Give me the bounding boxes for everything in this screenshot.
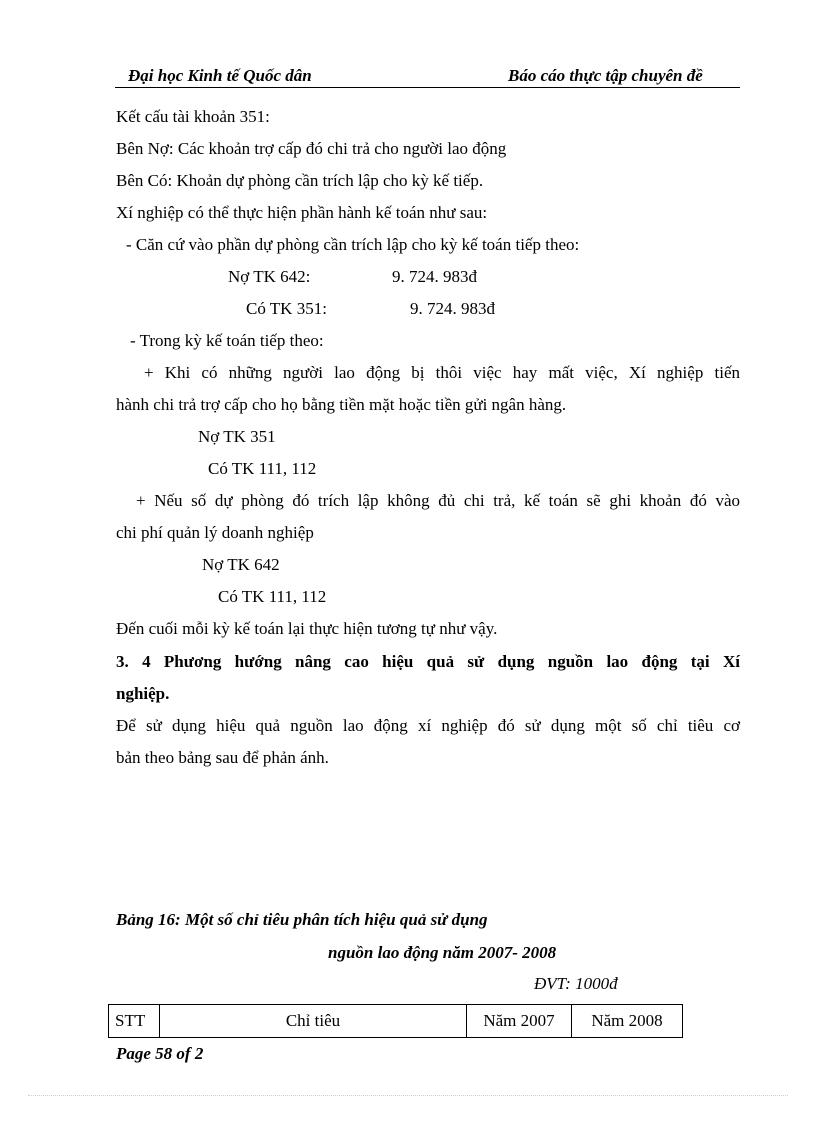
paragraph-severance-line2: hành chi trả trợ cấp cho họ bằng tiền mặt hoặc tiền gửi ngân hàng. — [116, 395, 567, 414]
col-year-2008: Năm 2008 — [572, 1005, 683, 1038]
entry3-credit: Có TK 111, 112 — [218, 587, 327, 606]
section-heading-line1: 3. 4 Phương hướng nâng cao hiệu quả sử dụng nguồn lao động tại Xí — [116, 652, 740, 671]
entry1-credit-label: Có TK 351: — [246, 299, 327, 318]
entry2-credit: Có TK 111, 112 — [208, 459, 317, 478]
col-stt: STT — [109, 1005, 160, 1038]
paragraph-indicators-line1: Để sử dụng hiệu quả nguồn lao động xí nghiệp đó sử dụng một số chỉ tiêu cơ — [116, 716, 740, 735]
paragraph-indicators-line2: bản theo bảng sau để phản ánh. — [116, 748, 329, 767]
table-caption-line1: Bảng 16: Một số chỉ tiêu phân tích hiệu quả sử dụng — [116, 910, 488, 929]
entry2-debit: Nợ TK 351 — [198, 427, 276, 446]
table-caption-line2: nguồn lao động năm 2007- 2008 — [328, 943, 557, 962]
debit-side-text: Bên Nợ: Các khoản trợ cấp đó chi trả cho người lao động — [116, 139, 507, 158]
page-bottom-divider — [28, 1095, 788, 1096]
bullet-provision-text: - Căn cứ vào phần dự phòng cần trích lập cho kỳ kế toán tiếp theo: — [126, 235, 580, 254]
enterprise-accounting-text: Xí nghiệp có thể thực hiện phần hành kế toán như sau: — [116, 203, 488, 222]
section-heading-line2: nghiệp. — [116, 684, 170, 703]
table-unit: ĐVT: 1000đ — [534, 974, 618, 993]
paragraph-insufficient-line1: + Nếu số dự phòng đó trích lập không đủ chi trả, kế toán sẽ ghi khoản đó vào — [136, 491, 740, 510]
col-indicator: Chỉ tiêu — [160, 1005, 467, 1038]
entry1-credit-amount: 9. 724. 983đ — [410, 299, 495, 318]
account-structure-heading: Kết cấu tài khoản 351: — [116, 107, 270, 126]
header-report-title: Báo cáo thực tập chuyên đề — [508, 66, 703, 85]
period-end-text: Đến cuối mỗi kỳ kế toán lại thực hiện tương tự như vậy. — [116, 619, 498, 638]
table-header-row — [109, 1005, 683, 1038]
header-university: Đại học Kinh tế Quốc dân — [128, 66, 312, 85]
entry1-debit-amount: 9. 724. 983đ — [392, 267, 477, 286]
bullet-next-period: - Trong kỳ kế toán tiếp theo: — [130, 331, 324, 350]
page-number: Page 58 of 2 — [116, 1044, 204, 1063]
header-rule — [115, 87, 740, 88]
entry1-debit-label: Nợ TK 642: — [228, 267, 311, 286]
credit-side-text: Bên Có: Khoản dự phòng cần trích lập cho kỳ kế tiếp. — [116, 171, 484, 190]
col-year-2007: Năm 2007 — [467, 1005, 572, 1038]
paragraph-severance-line1: + Khi có những người lao động bị thôi việc hay mất việc, Xí nghiệp tiến — [144, 363, 740, 382]
entry3-debit: Nợ TK 642 — [202, 555, 280, 574]
indicators-table — [108, 1004, 683, 1038]
paragraph-insufficient-line2: chi phí quản lý doanh nghiệp — [116, 523, 314, 542]
